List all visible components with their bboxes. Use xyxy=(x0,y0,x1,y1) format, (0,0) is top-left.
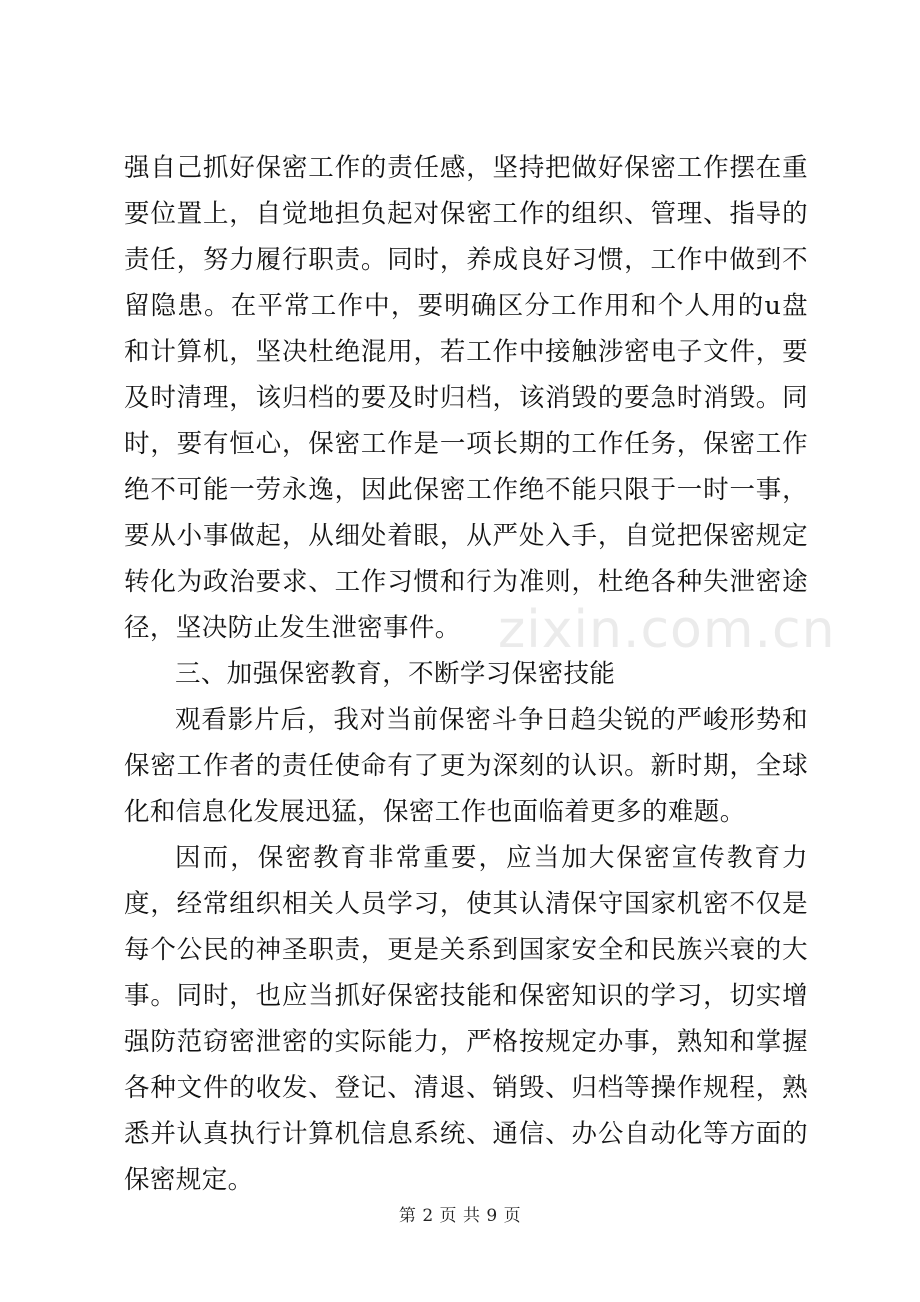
paragraph-film-reflection: 观看影片后，我对当前保密斗争日趋尖锐的严峻形势和保密工作者的责任使命有了更为深刻的认识。新时期，全球化和信息化发展迅猛，保密工作也面临着更多的难题。 xyxy=(124,705,808,827)
page-footer: 第 2 页 共 9 页 xyxy=(398,1206,522,1226)
paragraph-education: 因而，保密教育非常重要，应当加大保密宣传教育力度，经常组织相关人员学习，使其认清保守国家机密不仅是每个公民的神圣职责，更是关系到国家安全和民族兴衰的大事。同时，也应当抓好保密技能和保密知识的学习，切实增强防范窃密泄密的实际能力，严格按规定办事，熟知和掌握各种文件的收发、登记、清退、销毁、归档等操作规程，熟悉并认真执行计算机信息系统、通信、办公自动化等方面的保密规定。 xyxy=(124,843,808,1195)
document-body xyxy=(124,145,808,1203)
watermark-text: zixin.com.cn xyxy=(498,600,836,660)
section-heading: 三、加强保密教育，不断学习保密技能 xyxy=(175,659,616,689)
paragraph-continued: 强自己抓好保密工作的责任感，坚持把做好保密工作摆在重要位置上，自觉地担负起对保密工作的组织、管理、指导的责任，努力履行职责。同时，养成良好习惯，工作中做到不留隐患。在平常工作中，要明确区分工作用和个人用的u盘和计算机，坚决杜绝混用，若工作中接触涉密电子文件，要及时清理，该归档的要及时归档，该消毁的要急时消毁。同时，要有恒心，保密工作是一项长期的工作任务，保密工作绝不可能一劳永逸，因此保密工作绝不能只限于一时一事，要从小事做起，从细处着眼，从严处入手，自觉把保密规定转化为政治要求、工作习惯和行为准则，杜绝各种失泄密途径，坚决防止发生泄密事件。 xyxy=(124,153,808,643)
